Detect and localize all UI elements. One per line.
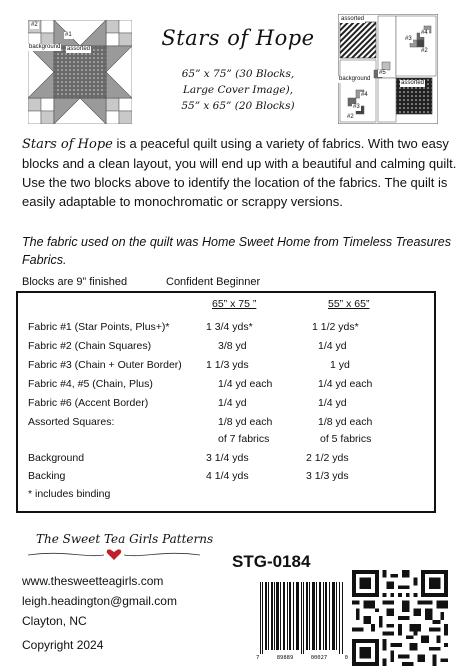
row-value-large: 3/8 yd [218, 340, 247, 352]
row-value-large: of 7 fabrics [218, 433, 270, 445]
chain-block-diagram [338, 14, 438, 124]
copyright: Copyright 2024 [22, 638, 104, 652]
star-block-diagram [28, 20, 132, 124]
block-size-note: Blocks are 9” finished [22, 276, 128, 288]
row-value-large: 4 1/4 yds [206, 470, 249, 482]
size-line: 65” x 75” (30 Blocks, [181, 68, 295, 80]
size-line: Large Cover Image), [182, 84, 294, 96]
fabric-5-label: #5 [379, 70, 386, 76]
heart-swash-logo [24, 546, 204, 562]
fabric-2-label: #2 [347, 114, 354, 120]
email-link[interactable]: leigh.headington@gmail.com [22, 594, 177, 608]
quilt-sizes [140, 66, 336, 114]
fabric-2-label: #2 [421, 48, 428, 54]
pattern-sku: STG-0184 [232, 552, 311, 571]
row-value-small: 1/4 yd [318, 340, 347, 352]
fabric-3-label: #3 [353, 104, 360, 110]
barcode-icon [258, 582, 346, 654]
fabric-3-label: #3 [405, 36, 412, 42]
row-value-small: 1/4 yd [318, 397, 347, 409]
quilt-title: Stars of Hope [161, 26, 315, 50]
barcode-digit-group: 00027 [310, 655, 328, 661]
intro-paragraph [22, 134, 458, 211]
website-link[interactable]: www.thesweetteagirls.com [22, 574, 164, 588]
location: Clayton, NC [22, 614, 87, 628]
background-label: background [339, 76, 371, 82]
quilt-name-inline: Stars of Hope [22, 137, 113, 152]
row-label: Background [28, 452, 85, 464]
row-value-large: 1/4 yd [218, 397, 247, 409]
fabric-4-label: #4 [421, 30, 428, 36]
qr-code-icon [352, 570, 448, 666]
barcode-digit-group: 7 [256, 655, 260, 661]
assorted-label: assorted [341, 16, 365, 22]
row-value-small: 1 yd [330, 359, 350, 371]
row-label: Backing [28, 470, 66, 482]
assorted-label: assorted [401, 80, 425, 86]
fabric-4-label: #4 [361, 92, 368, 98]
row-value-small: 2 1/2 yds [306, 452, 349, 464]
column-header-65x75: 65” x 75 ” [212, 298, 257, 310]
fabric-2-label: #2 [31, 22, 38, 28]
row-label: Fabric #6 (Accent Border) [28, 397, 149, 409]
row-value-small: 1/4 yd each [318, 378, 373, 390]
fabric-note: The fabric used on the quilt was Home Sweet Home from Timeless Treasures Fabrics. [22, 235, 451, 267]
row-value-small: 1 1/2 yds* [312, 321, 359, 333]
barcode-digit-group: 0 [344, 655, 348, 661]
row-label: Fabric #3 (Chain + Outer Border) [28, 359, 182, 371]
row-value-small: 3 1/3 yds [306, 470, 349, 482]
binding-footnote: * includes binding [28, 488, 111, 500]
column-header-55x65: 55” x 65” [328, 298, 370, 310]
row-value-large: 1/8 yd each [218, 416, 273, 428]
brand-name: The Sweet Tea Girls Patterns [36, 532, 214, 546]
row-label: Assorted Squares: [28, 416, 115, 428]
barcode-digit-group: 89889 [276, 655, 294, 661]
row-value-small: 1/8 yd each [318, 416, 373, 428]
row-label: Fabric #2 (Chain Squares) [28, 340, 152, 352]
row-label: Fabric #1 (Star Points, Plus+)* [28, 321, 170, 333]
row-value-large: 1 3/4 yds* [206, 321, 253, 333]
background-label: background [29, 44, 61, 50]
assorted-label: assorted [67, 46, 91, 52]
intro-text: is a peaceful quilt using a variety of fabrics. With two easy blocks and a clean layout, you will end up with a beautiful and calming quilt. Use the two blocks above to identify the location of the fabrics. The quilt is easily adaptable to monochromatic or scrappy versions. [22, 136, 457, 209]
fabric-1-label: #1 [65, 32, 72, 38]
row-label: Fabric #4, #5 (Chain, Plus) [28, 378, 153, 390]
row-value-large: 1/4 yd each [218, 378, 273, 390]
skill-level: Confident Beginner [166, 276, 261, 288]
row-value-large: 1 1/3 yds [206, 359, 249, 371]
row-value-large: 3 1/4 yds [206, 452, 249, 464]
barcode-digits [256, 655, 348, 661]
row-value-small: of 5 fabrics [320, 433, 372, 445]
size-line: 55” x 65” (20 Blocks) [181, 100, 295, 112]
